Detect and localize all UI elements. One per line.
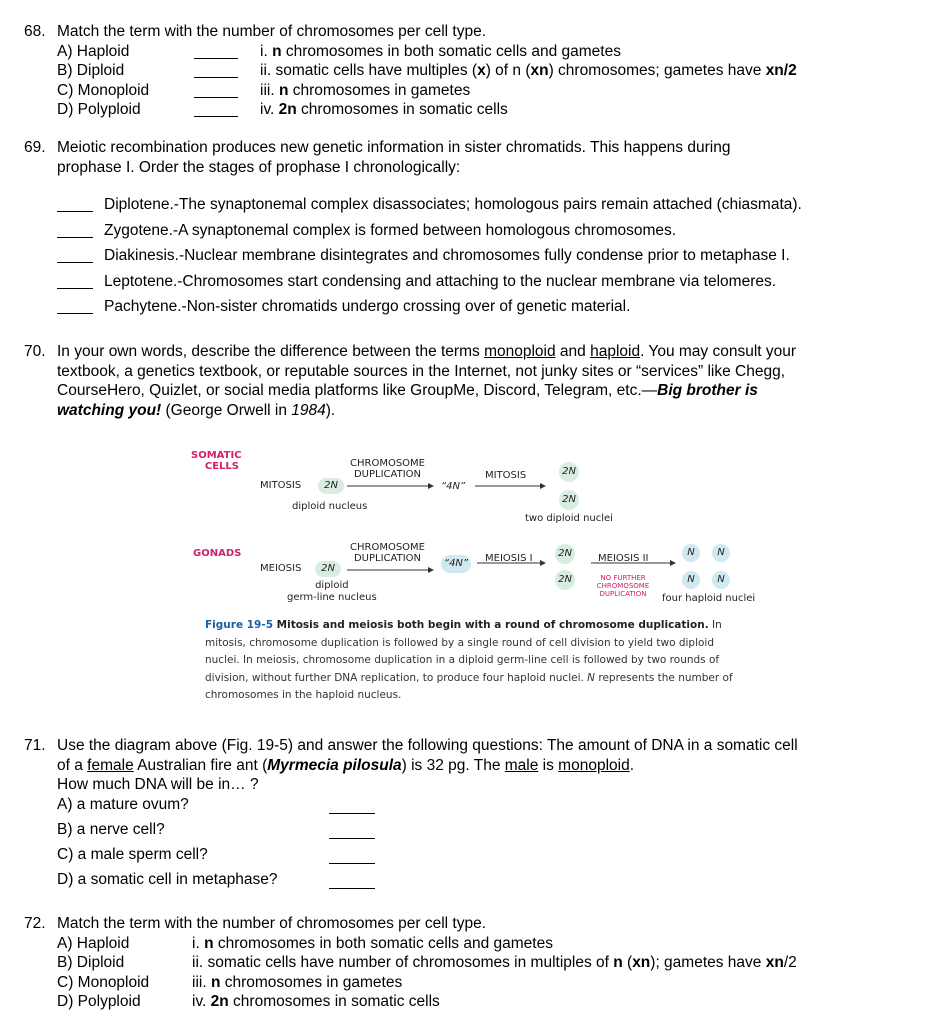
stage-item: Leptotene.-Chromosomes start condensing and attaching to the nuclear membrane via telomeres. [104, 272, 777, 290]
answer-blank[interactable] [194, 102, 238, 117]
figure-19-5 [185, 445, 775, 710]
diploid-germ-line-label: diploid germ-line nucleus [287, 580, 377, 603]
term-b: B) Diploid [57, 62, 125, 79]
answer-blank[interactable] [194, 63, 238, 78]
question-prompt-cont: textbook, a genetics textbook, or reputable sources in the Internet, not junky sites or “services” like Chegg, [57, 362, 786, 380]
mitosis-label: MITOSIS [260, 480, 302, 491]
definition-ii: ii. somatic cells have multiples (x) of n (xn) chromosomes; gametes have xn/2 [260, 62, 797, 79]
term-c: C) Monoploid [57, 81, 150, 99]
term-d: D) Polyploid [57, 993, 141, 1010]
sub-question-c: C) a male sperm cell? [57, 845, 208, 863]
answer-blank[interactable] [57, 223, 93, 238]
term-a: A) Haploid [57, 934, 130, 952]
n-circle: N [712, 571, 730, 589]
answer-blank[interactable] [57, 299, 93, 314]
diploid-nucleus-label: diploid nucleus [292, 501, 368, 512]
term-d: D) Polyploid [57, 101, 141, 118]
question-prompt-cont: prophase I. Order the stages of prophase I chronologically: [57, 158, 461, 176]
answer-blank[interactable] [57, 248, 93, 263]
2n-circle: 2N [559, 490, 579, 510]
4n-label: “4N” [441, 481, 466, 492]
definition-iv: iv. 2n chromosomes in somatic cells [192, 993, 440, 1010]
meiosis-ii-label: MEIOSIS II [598, 553, 649, 564]
question-prompt: Meiotic recombination produces new genetic information in sister chromatids. This happens during [57, 139, 731, 156]
question-number: 71. [24, 737, 46, 754]
four-haploid-nuclei-label: four haploid nuclei [662, 593, 756, 604]
chromosome-duplication-label: CHROMOSOME DUPLICATION [350, 542, 425, 564]
stage-item: Zygotene.-A synaptonemal complex is formed between homologous chromosomes. [104, 221, 677, 239]
term-b: B) Diploid [57, 954, 125, 971]
question-number: 68. [24, 23, 46, 40]
answer-blank[interactable] [329, 849, 375, 864]
answer-blank[interactable] [194, 44, 238, 59]
answer-blank[interactable] [329, 799, 375, 814]
question-prompt: In your own words, describe the difference between the terms monoploid and haploid. You may consult your [57, 343, 797, 360]
answer-blank[interactable] [329, 874, 375, 889]
question-number: 70. [24, 343, 46, 360]
answer-blank[interactable] [194, 83, 238, 98]
sub-question-b: B) a nerve cell? [57, 820, 165, 838]
definition-iii: iii. n chromosomes in gametes [192, 973, 403, 991]
term-c: C) Monoploid [57, 973, 150, 991]
question-number: 72. [24, 915, 46, 932]
two-diploid-nuclei-label: two diploid nuclei [525, 513, 613, 524]
question-prompt-cont: watching you! (George Orwell in 1984). [57, 401, 336, 419]
question-69 [24, 138, 904, 323]
figure-caption: Figure 19-5 Mitosis and meiosis both begin with a round of chromosome duplication. In mitosis, chromosome duplication is followed by a single round of cell division to yield two diploid nuclei. In meiosis, chromosome duplication in a diploid germ-line cell is followed by two rounds of division, without further DNA replication, to produce four haploid nuclei. N represents the number of chromosomes in the haploid nucleus. [205, 619, 733, 701]
chromosome-duplication-label: CHROMOSOME DUPLICATION [350, 458, 425, 480]
question-prompt: Match the term with the number of chromosomes per cell type. [57, 915, 487, 932]
meiosis-label: MEIOSIS [260, 563, 302, 574]
question-71 [24, 736, 904, 895]
definition-i: i. n chromosomes in both somatic cells and gametes [192, 934, 553, 952]
question-prompt-cont: How much DNA will be in… ? [57, 776, 259, 793]
question-prompt: Use the diagram above (Fig. 19-5) and answer the following questions: The amount of DNA in a somatic cell [57, 737, 798, 754]
question-prompt-cont: CourseHero, Quizlet, or social media platforms like GroupMe, Discord, Telegram, etc.—Big brother is [57, 382, 758, 399]
n-circle: N [682, 544, 700, 562]
mitosis-label: MITOSIS [485, 470, 527, 481]
term-a: A) Haploid [57, 42, 130, 60]
stage-item: Diplotene.-The synaptonemal complex disassociates; homologous pairs remain attached (chiasmata). [104, 196, 802, 213]
question-prompt-cont: of a female Australian fire ant (Myrmecia pilosula) is 32 pg. The male is monoploid. [57, 756, 635, 774]
answer-blank[interactable] [329, 824, 375, 839]
question-number: 69. [24, 139, 46, 156]
question-prompt: Match the term with the number of chromosomes per cell type. [57, 23, 487, 40]
question-70 [24, 342, 904, 420]
definition-iii: iii. n chromosomes in gametes [260, 81, 471, 99]
n-circle: N [712, 544, 730, 562]
definition-iv: iv. 2n chromosomes in somatic cells [260, 101, 508, 118]
question-72 [24, 914, 904, 1012]
answer-blank[interactable] [57, 274, 93, 289]
definition-i: i. n chromosomes in both somatic cells and gametes [260, 42, 621, 60]
somatic-cells-label: SOMATIC CELLS [191, 450, 242, 472]
stage-item: Diakinesis.-Nuclear membrane disintegrates and chromosomes fully condense prior to metaphase I. [104, 247, 790, 264]
sub-question-a: A) a mature ovum? [57, 795, 189, 813]
stage-item: Pachytene.-Non-sister chromatids undergo crossing over of genetic material. [104, 298, 631, 315]
n-circle: N [682, 571, 700, 589]
figure-arrows [185, 445, 775, 615]
2n-badge: 2N [315, 561, 341, 577]
meiosis-i-label: MEIOSIS I [485, 553, 533, 564]
4n-badge: “4N” [441, 555, 471, 573]
sub-question-d: D) a somatic cell in metaphase? [57, 870, 278, 888]
definition-ii: ii. somatic cells have number of chromosomes in multiples of n (xn); gametes have xn/2 [192, 954, 797, 971]
gonads-label: GONADS [193, 548, 242, 559]
no-further-duplication-label: NO FURTHER CHROMOSOME DUPLICATION [596, 574, 650, 598]
2n-badge: 2N [318, 478, 344, 494]
2n-circle: 2N [555, 544, 575, 564]
2n-circle: 2N [559, 462, 579, 482]
question-68 [24, 22, 904, 120]
2n-circle: 2N [555, 570, 575, 590]
answer-blank[interactable] [57, 197, 93, 212]
